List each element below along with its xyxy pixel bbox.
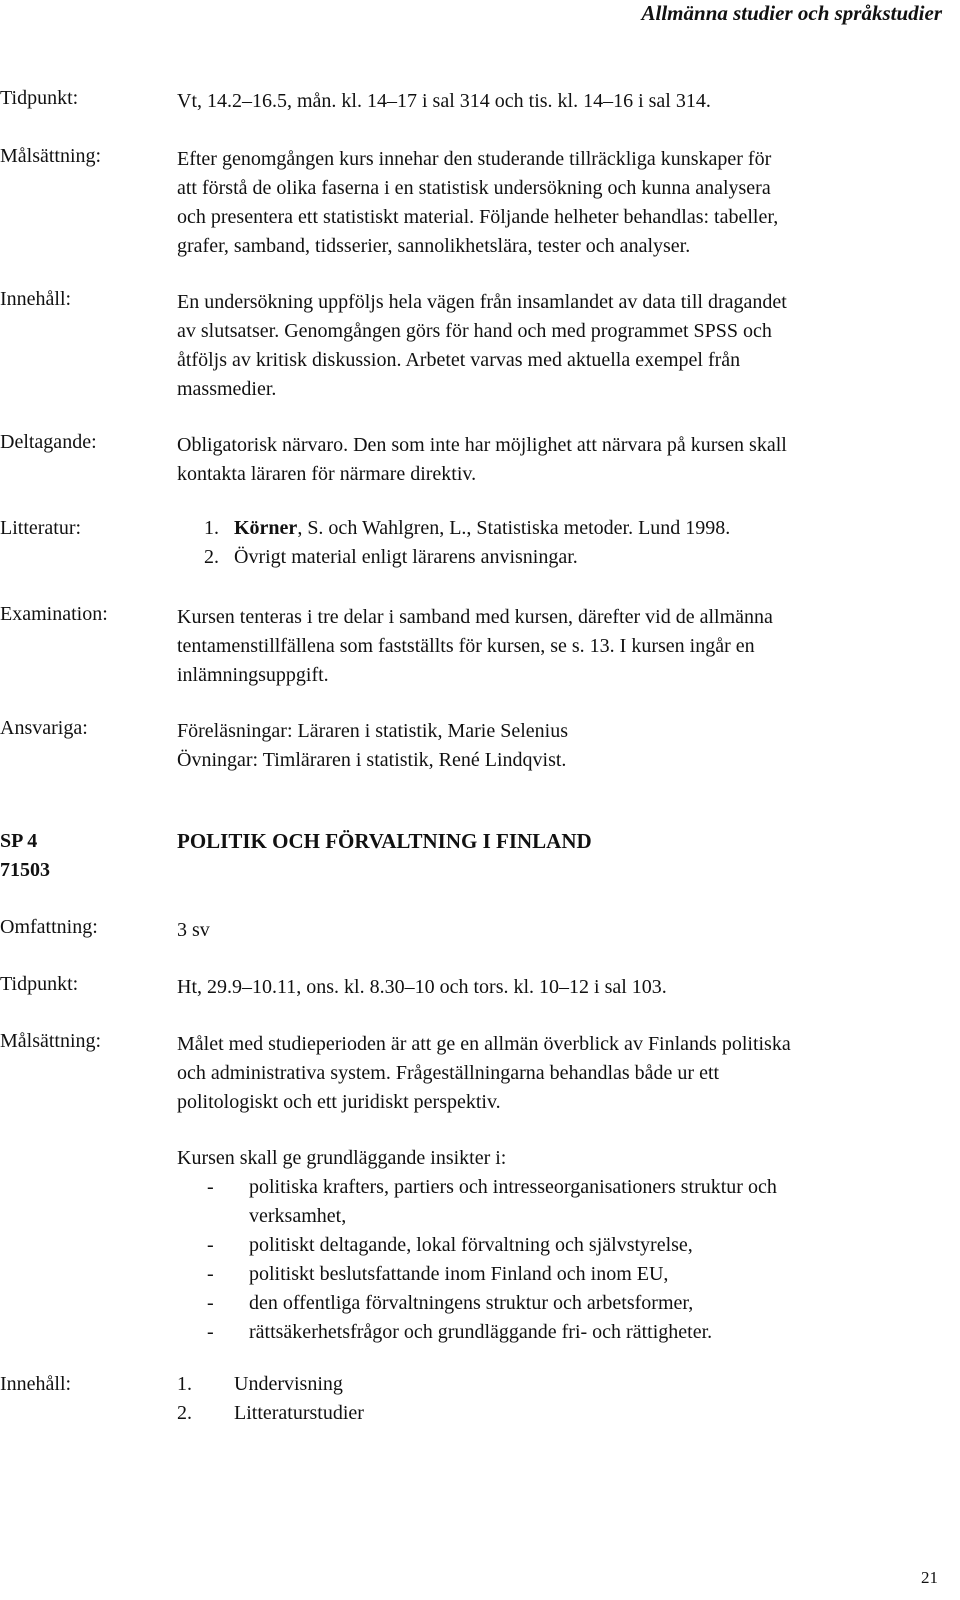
omfattning-label: Omfattning:	[0, 916, 98, 938]
text-line: Kursen tenteras i tre delar i samband med kursen, därefter vid de allmänna	[177, 606, 773, 628]
innehall-item: Undervisning	[234, 1373, 343, 1395]
innehall-item-number: 2.	[177, 1402, 192, 1424]
text-line: En undersökning uppföljs hela vägen från insamlandet av data till dragandet	[177, 291, 787, 313]
dash-marker: -	[207, 1176, 214, 1198]
tidpunkt-text: Vt, 14.2–16.5, mån. kl. 14–17 i sal 314 och tis. kl. 14–16 i sal 314.	[177, 90, 711, 112]
dash-marker: -	[207, 1234, 214, 1256]
course-title: POLITIK OCH FÖRVALTNING I FINLAND	[177, 829, 592, 853]
bullet-text: politiskt beslutsfattande inom Finland och inom EU,	[249, 1263, 669, 1285]
text-line: Föreläsningar: Läraren i statistik, Marie Selenius	[177, 720, 569, 742]
bullet-text	[249, 1173, 949, 1231]
course-number: 71503	[0, 859, 50, 881]
bullet-text: politiskt deltagande, lokal förvaltning och självstyrelse,	[249, 1234, 693, 1256]
text-line: politologiskt och ett juridiskt perspektiv.	[177, 1091, 501, 1113]
text-line: Efter genomgången kurs innehar den studerande tillräckliga kunskaper för	[177, 148, 772, 170]
text-line: av slutsatser. Genomgången görs för hand och med programmet SPSS och	[177, 320, 772, 342]
dash-marker: -	[207, 1321, 214, 1343]
page-number: 21	[921, 1568, 938, 1587]
litteratur-item-number: 2.	[204, 546, 219, 568]
author-name: Körner	[234, 517, 298, 539]
bullet-text: rättsäkerhetsfrågor och grundläggande fri- och rättigheter.	[249, 1321, 713, 1343]
text-line: tentamenstillfällena som fastställts för kursen, se s. 13. I kursen ingår en	[177, 635, 755, 657]
litteratur-item: Övrigt material enligt lärarens anvisningar.	[234, 546, 578, 568]
insights-intro: Kursen skall ge grundläggande insikter i:	[177, 1147, 507, 1169]
tidpunkt-label: Tidpunkt:	[0, 87, 79, 109]
reference-rest: , S. och Wahlgren, L., Statistiska metoder. Lund 1998.	[297, 517, 731, 539]
bullet-text: den offentliga förvaltningens struktur och arbetsformer,	[249, 1292, 694, 1314]
text-line: och presentera ett statistiskt material. Följande helheter behandlas: tabeller,	[177, 206, 779, 228]
tidpunkt-text: Ht, 29.9–10.11, ons. kl. 8.30–10 och tors. kl. 10–12 i sal 103.	[177, 976, 667, 998]
deltagande-label: Deltagande:	[0, 431, 97, 453]
dash-marker: -	[207, 1263, 214, 1285]
ansvariga-label: Ansvariga:	[0, 717, 88, 739]
text-line: kontakta läraren för närmare direktiv.	[177, 463, 477, 485]
litteratur-item	[234, 517, 730, 540]
bullet-line: politiska krafters, partiers och intresseorganisationers struktur och	[249, 1176, 777, 1198]
text-line: Övningar: Timläraren i statistik, René Lindqvist.	[177, 749, 567, 771]
text-line: Målet med studieperioden är att ge en allmän överblick av Finlands politiska	[177, 1033, 791, 1055]
litteratur-item-number: 1.	[204, 517, 219, 539]
omfattning-text: 3 sv	[177, 919, 210, 941]
bullet-line: verksamhet,	[249, 1205, 347, 1227]
innehall-item-number: 1.	[177, 1373, 192, 1395]
course-code: SP 4	[0, 830, 38, 852]
text-line: att förstå de olika faserna i en statistisk undersökning och kunna analysera	[177, 177, 771, 199]
litteratur-label: Litteratur:	[0, 517, 82, 539]
text-line: åtföljs av kritisk diskussion. Arbetet varvas med aktuella exempel från	[177, 349, 741, 371]
text-line: och administrativa system. Frågeställningarna behandlas både ur ett	[177, 1062, 720, 1084]
text-line: Obligatorisk närvaro. Den som inte har möjlighet att närvara på kursen skall	[177, 434, 787, 456]
text-line: grafer, samband, tidsserier, sannolikhetslära, tester och analyser.	[177, 235, 691, 257]
examination-label: Examination:	[0, 603, 108, 625]
innehall-item: Litteraturstudier	[234, 1402, 364, 1424]
malsattning-label: Målsättning:	[0, 1030, 102, 1052]
innehall-label: Innehåll:	[0, 288, 72, 310]
page-header-title: Allmänna studier och språkstudier	[641, 1, 942, 25]
innehall-label: Innehåll:	[0, 1373, 72, 1395]
dash-marker: -	[207, 1292, 214, 1314]
text-line: massmedier.	[177, 378, 277, 400]
text-line: inlämningsuppgift.	[177, 664, 329, 686]
malsattning-label: Målsättning:	[0, 145, 102, 167]
tidpunkt-label: Tidpunkt:	[0, 973, 79, 995]
